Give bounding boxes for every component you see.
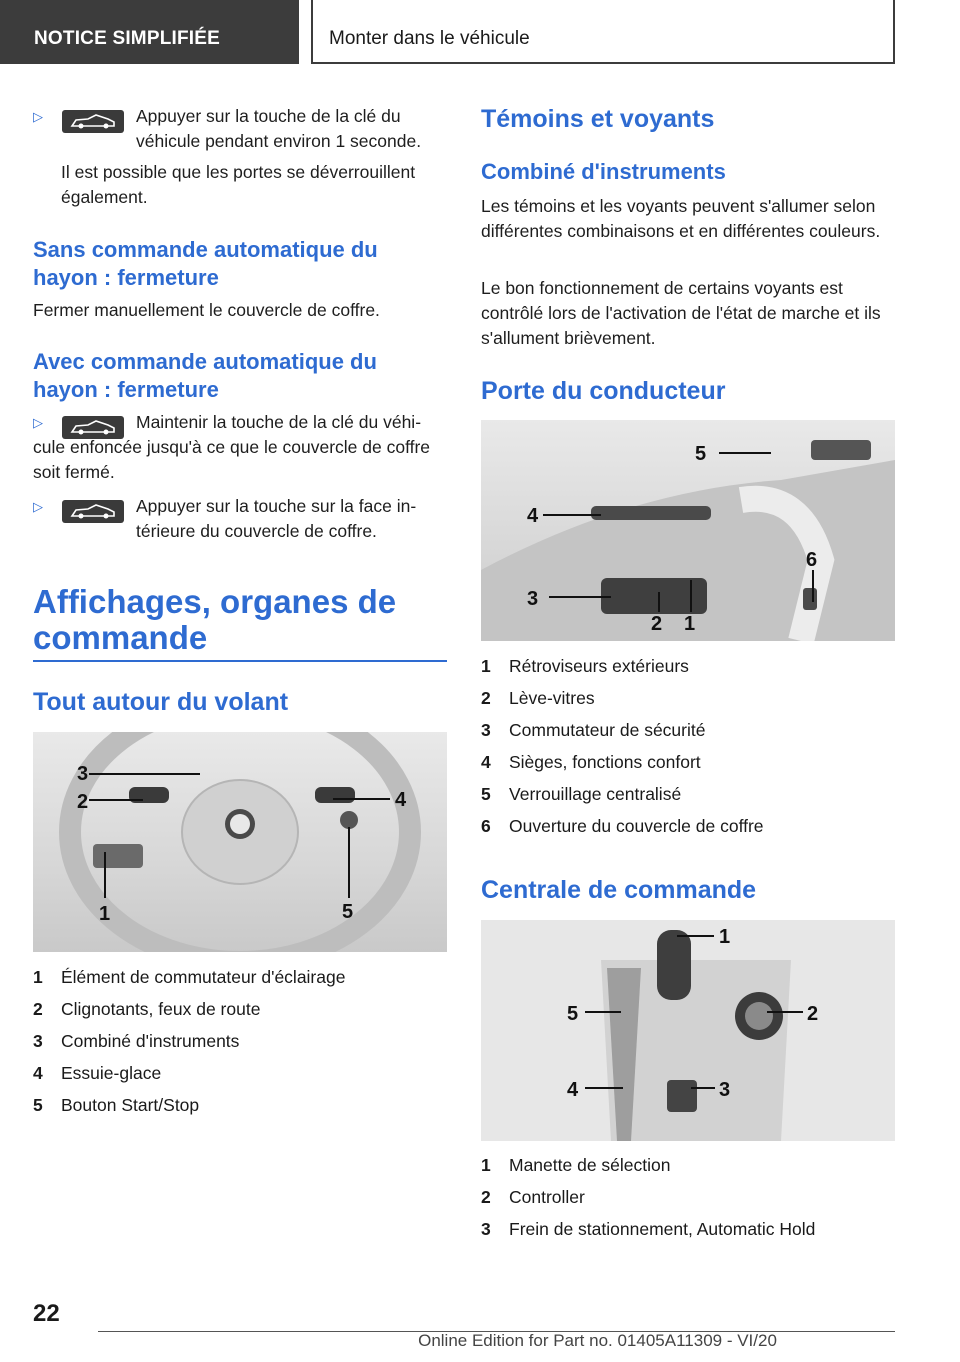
list-item-text: Essuie-glace xyxy=(61,1063,162,1083)
heading-sans-commande: Sans commande automatique du hayon : fermeture xyxy=(33,237,378,290)
list-item-text: Manette de sélection xyxy=(509,1155,671,1175)
steering-wheel-figure xyxy=(33,732,447,952)
figure-callout-label: 5 xyxy=(342,901,354,923)
list-item-text: Verrouillage centralisé xyxy=(509,784,682,804)
porte-legend-list xyxy=(481,654,895,846)
figure-callout-label: 2 xyxy=(807,1003,819,1025)
figure-callout-label: 1 xyxy=(719,926,731,948)
header-section-label: NOTICE SIMPLIFIÉE xyxy=(34,28,221,49)
list-item-number: 5 xyxy=(481,784,491,804)
figure-callout-label: 2 xyxy=(77,791,89,813)
triangle-bullet-icon: ▷ xyxy=(33,499,43,514)
figure-callout-label: 3 xyxy=(719,1079,731,1101)
step-1-note: Il est possible que les portes se déverrouillent également. xyxy=(61,162,416,207)
figure-callout-label: 3 xyxy=(527,588,539,610)
car-trunk-key-icon xyxy=(62,110,124,133)
figure-callout-label: 3 xyxy=(77,763,89,785)
list-item-number: 3 xyxy=(481,1219,491,1239)
figure-callout-label: 1 xyxy=(99,903,111,925)
header-chapter-label: Monter dans le véhicule xyxy=(329,28,530,49)
list-item-text: Clignotants, feux de route xyxy=(61,999,261,1019)
paragraph-temoins-2: Le bon fonctionnement de certains voyants est contrôlé lors de l'activation de l'état de marche et ils s'allument brièvement. xyxy=(481,278,881,348)
list-item-number: 2 xyxy=(481,1187,491,1207)
heading-affichages: Affichages, organes de commande xyxy=(33,583,397,656)
heading-temoins: Témoins et voyants xyxy=(481,105,715,133)
step-3-text: Appuyer sur la touche sur la face intérieure du couvercle de coffre. xyxy=(136,496,417,541)
list-item-text: Lève-vitres xyxy=(509,688,595,708)
heading-centrale: Centrale de commande xyxy=(481,876,757,904)
paragraph-temoins-1: Les témoins et les voyants peuvent s'allumer selon différentes combinaisons et en différentes couleurs. xyxy=(481,196,881,241)
figure-callout-label: 5 xyxy=(567,1003,579,1025)
triangle-bullet-icon: ▷ xyxy=(33,109,43,124)
list-item-text: Ouverture du couvercle de coffre xyxy=(509,816,764,836)
volant-legend-list xyxy=(33,965,447,1125)
list-item-number: 3 xyxy=(481,720,491,740)
section-divider xyxy=(33,660,447,662)
list-item-text: Controller xyxy=(509,1187,585,1207)
heading-avec-commande: Avec commande automatique du hayon : fermeture xyxy=(33,349,377,402)
heading-porte: Porte du conducteur xyxy=(481,377,726,405)
header-section-tab xyxy=(0,0,299,64)
list-item-number: 2 xyxy=(481,688,491,708)
list-item-number: 5 xyxy=(33,1095,43,1115)
list-item-number: 2 xyxy=(33,999,43,1019)
figure-callout-label: 1 xyxy=(684,613,696,635)
list-item-number: 4 xyxy=(481,752,491,772)
figure-callout-label: 6 xyxy=(806,549,818,571)
center-console-figure xyxy=(481,920,895,1141)
list-item-text: Combiné d'instruments xyxy=(61,1031,240,1051)
list-item-number: 3 xyxy=(33,1031,43,1051)
list-item-number: 1 xyxy=(481,1155,491,1175)
car-trunk-key-icon xyxy=(62,500,124,523)
list-item-text: Commutateur de sécurité xyxy=(509,720,706,740)
step-1-text: Appuyer sur la touche de la clé du véhicule pendant environ 1 seconde. xyxy=(136,106,422,151)
figure-callout-label: 5 xyxy=(695,443,707,465)
driver-door-figure xyxy=(481,420,895,641)
step-2-text: Maintenir la touche de la clé du véhicule enfoncée jusqu'à ce que le couvercle de coffre soit fermé. xyxy=(33,412,431,482)
triangle-bullet-icon: ▷ xyxy=(33,415,43,430)
list-item-text: Élément de commutateur d'éclairage xyxy=(61,967,346,987)
list-item-text: Sièges, fonctions confort xyxy=(509,752,701,772)
list-item-number: 6 xyxy=(481,816,491,836)
figure-callout-label: 2 xyxy=(651,613,663,635)
centrale-legend-list xyxy=(481,1153,895,1249)
list-item-text: Frein de stationnement, Automatic Hold xyxy=(509,1219,816,1239)
heading-volant: Tout autour du volant xyxy=(33,688,289,716)
paragraph-sans-commande: Fermer manuellement le couvercle de coffre. xyxy=(33,300,380,320)
list-item-number: 1 xyxy=(481,656,491,676)
list-item-text: Rétroviseurs extérieurs xyxy=(509,656,689,676)
list-item-number: 1 xyxy=(33,967,43,987)
header-chapter-tab xyxy=(311,0,895,64)
list-item-text: Bouton Start/Stop xyxy=(61,1095,200,1115)
list-item-number: 4 xyxy=(33,1063,43,1083)
page-number: 22 xyxy=(33,1300,60,1327)
footer-edition: Online Edition for Part no. 01405A11309 - VI/20 xyxy=(418,1331,777,1350)
figure-callout-label: 4 xyxy=(395,789,407,811)
heading-combine: Combiné d'instruments xyxy=(481,159,726,184)
figure-callout-label: 4 xyxy=(567,1079,579,1101)
figure-callout-label: 4 xyxy=(527,505,539,527)
